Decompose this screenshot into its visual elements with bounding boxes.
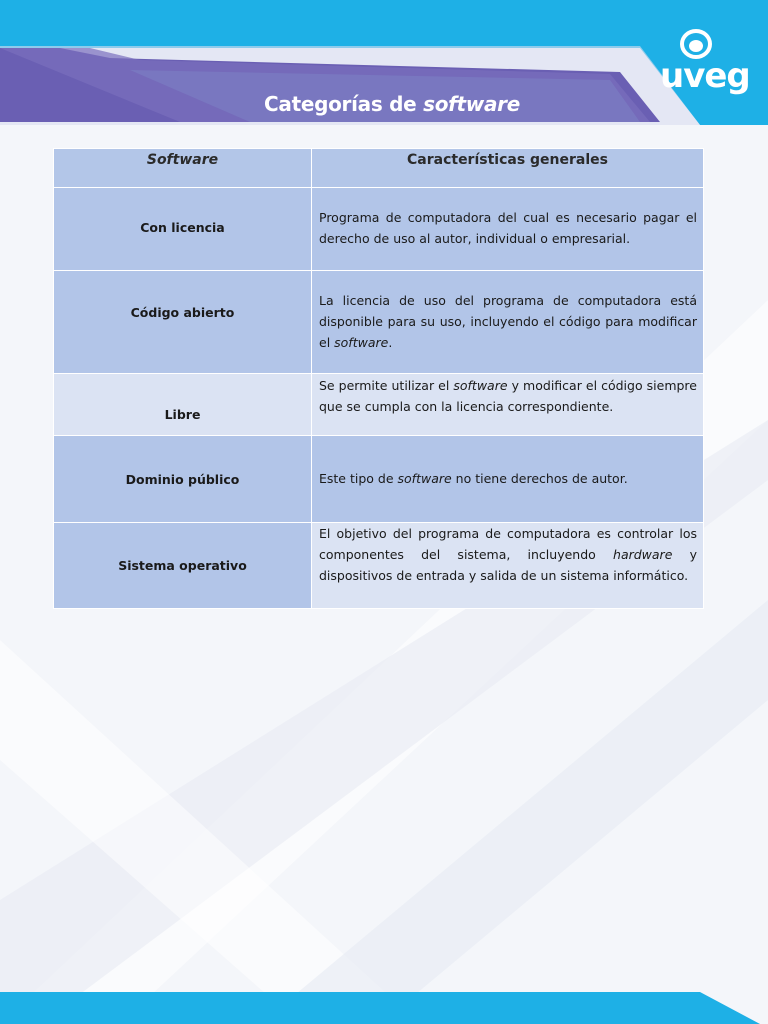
- description-text: Programa de computadora del cual es necesario pagar el derecho de uso al autor, individual o empresarial.: [319, 210, 697, 246]
- description-text: y modificar el código siempre que se cumpla con la licencia correspondiente.: [319, 378, 697, 414]
- table-row: [54, 374, 704, 436]
- category-description: [312, 188, 704, 271]
- category-label: Con licencia: [54, 188, 312, 271]
- page-title: Categorías de software: [264, 92, 521, 116]
- category-label: Libre: [54, 374, 312, 436]
- description-text: Se permite utilizar el: [319, 378, 454, 393]
- description-text: hardware: [613, 547, 673, 562]
- category-label: Sistema operativo: [54, 523, 312, 609]
- description-text: software: [334, 334, 389, 350]
- category-description: [312, 523, 704, 609]
- description-text: y dispositivos de entrada y salida de un sistema informático.: [319, 547, 697, 583]
- description-text: Este tipo de: [319, 470, 398, 486]
- description-text: La licencia de uso del programa de computadora está disponible para su uso, incluyendo el código para modificar el: [319, 292, 697, 350]
- description-text: El objetivo del programa de computadora es controlar los componentes del sistema, incluyendo: [319, 526, 697, 562]
- description-text: no tiene derechos de autor.: [451, 470, 628, 486]
- category-description: [312, 374, 704, 436]
- software-categories-table: [53, 148, 704, 609]
- category-description: [312, 436, 704, 523]
- header-banner: [0, 0, 768, 140]
- footer-banner: [0, 992, 768, 1024]
- category-label: Código abierto: [54, 271, 312, 374]
- category-label: Dominio público: [54, 436, 312, 523]
- table-row: [54, 523, 704, 609]
- description-text: .: [388, 334, 393, 350]
- logo-wordmark: uveg: [660, 56, 750, 96]
- category-description: [312, 271, 704, 374]
- table-row: [54, 271, 704, 374]
- table-row: [54, 436, 704, 523]
- table-row: [54, 188, 704, 271]
- description-text: software: [453, 378, 508, 393]
- header-software: Software: [54, 149, 312, 188]
- table-header-row: [54, 149, 704, 188]
- header-characteristics: Características generales: [312, 149, 704, 188]
- description-text: software: [397, 470, 452, 486]
- uveg-logo: [660, 26, 750, 102]
